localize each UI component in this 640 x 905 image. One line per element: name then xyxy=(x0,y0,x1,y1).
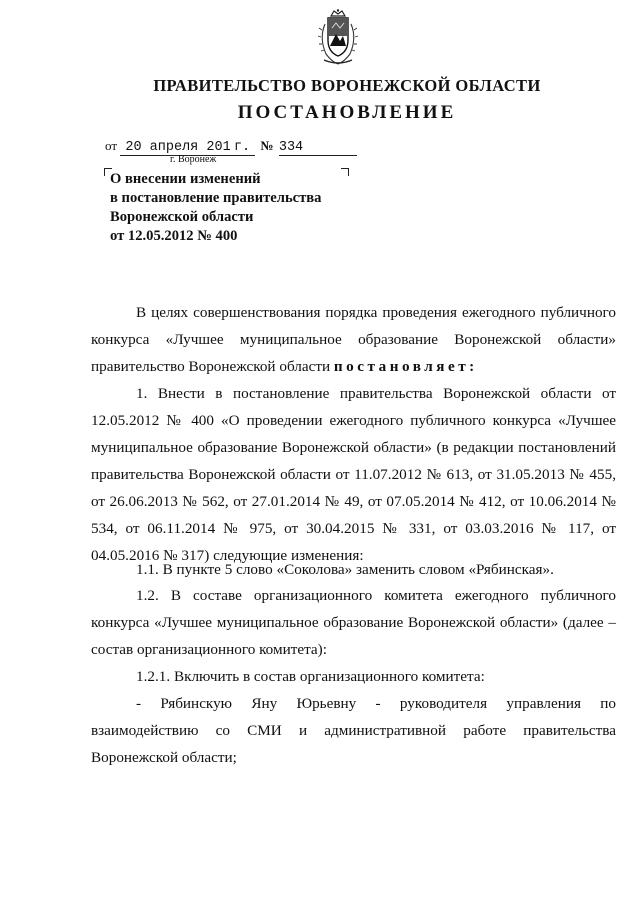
paragraph-1-1: 1.1. В пункте 5 слово «Соколова» заменить словом «Рябинская». xyxy=(136,561,554,578)
document-type: ПОСТАНОВЛЕНИЕ xyxy=(237,102,457,123)
document-subject xyxy=(110,170,321,246)
from-label: от xyxy=(105,138,118,153)
date-number-line xyxy=(105,138,357,156)
document-number: 334 xyxy=(278,140,304,155)
coat-of-arms-icon xyxy=(316,8,360,68)
subject-bracket-right xyxy=(341,168,349,176)
number-label: № xyxy=(260,138,274,153)
subject-line: от 12.05.2012 № 400 xyxy=(110,228,238,244)
subject-line: в постановление правительства xyxy=(110,190,322,206)
paragraph-1-2: 1.2. В составе организационного комитета ежегодного публичного конкурса «Лучшее муниципальное образование Воронежской области» (далее – состав организационного комитета): xyxy=(91,587,616,658)
resolution-keyword: постановляет: xyxy=(333,358,478,375)
paragraph-1-2-1: 1.2.1. Включить в состав организационного комитета: xyxy=(136,668,485,685)
government-name: ПРАВИТЕЛЬСТВО ВОРОНЕЖСКОЙ ОБЛАСТИ xyxy=(153,76,541,95)
document-date: 20 апреля 201 xyxy=(125,140,231,155)
paragraph-1-2-1-item: - Рябинскую Яну Юрьевну - руководителя управления по взаимодействию со СМИ и административной работе правительства Воронежской области; xyxy=(91,695,616,766)
year-suffix: г. xyxy=(233,140,251,155)
city-label: г. Воронеж xyxy=(170,154,217,165)
subject-line: Воронежской области xyxy=(110,209,254,225)
paragraph-1: 1. Внести в постановление правительства Воронежской области от 12.05.2012 № 400 «О проведении ежегодного публичного конкурса «Лучшее муниципальное образование Воронежской области» (в редакции постановлений правительства Воронежской области от 11.07.2012 № 613, от 31.05.2013 № 455, от 26.06.2013 № 562, от 27.01.2014 № 49, от 07.05.2014 № 412, от 10.06.2014 № 534, от 06.11.2014 № 975, от 30.04.2015 № 331, от 03.03.2016 № 117, от 04.05.2016 № 317) следующие изменения: xyxy=(91,385,616,564)
subject-line: О внесении изменений xyxy=(110,171,261,187)
intro-paragraph: В целях совершенствования порядка проведения ежегодного публичного конкурса «Лучшее муниципальное образование Воронежской области» правительство Воронежской области постановляет: xyxy=(91,304,616,375)
